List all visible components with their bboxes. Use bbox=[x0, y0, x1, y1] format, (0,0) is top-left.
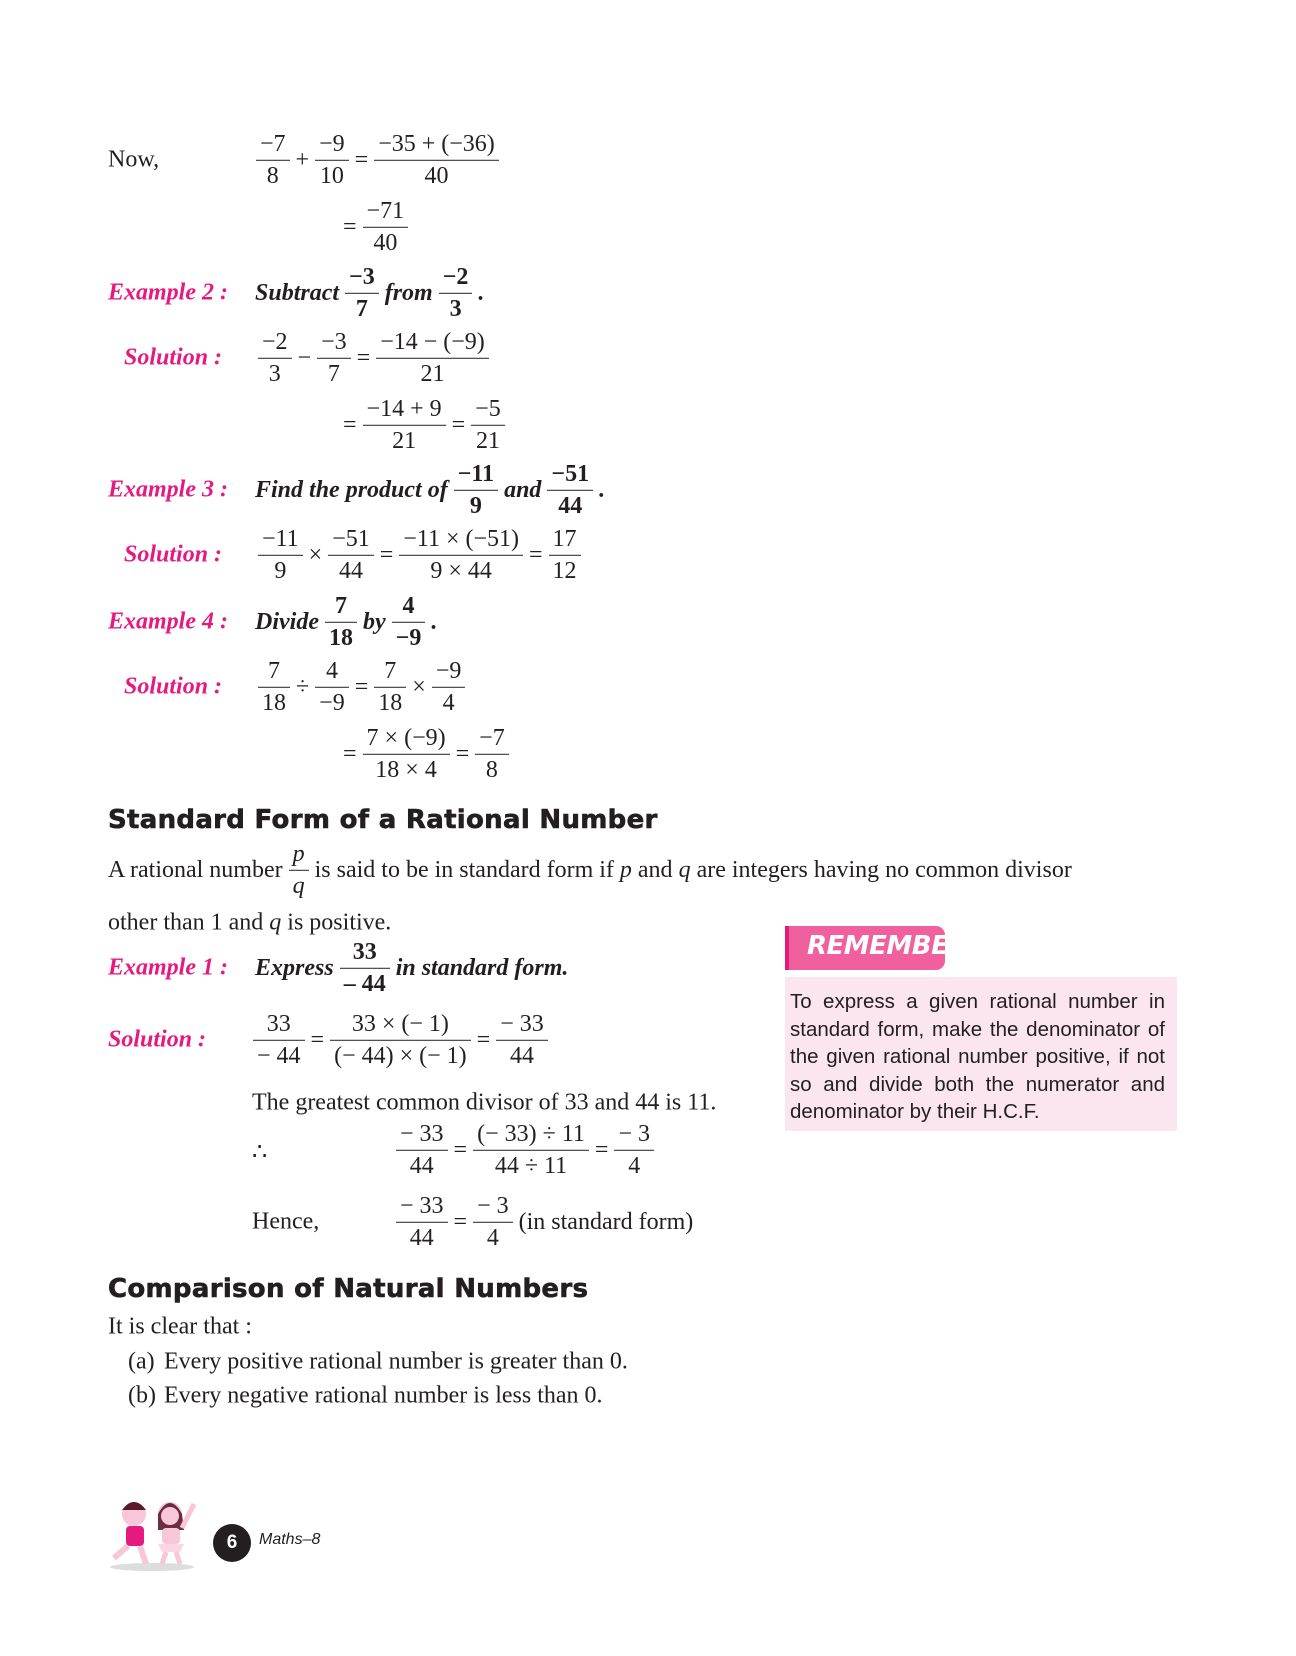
math-operator: = bbox=[343, 213, 357, 240]
equation-sol4-1 bbox=[255, 656, 468, 718]
fraction bbox=[454, 459, 498, 521]
therefore-symbol: ∴ bbox=[252, 1139, 268, 1166]
fraction-denominator: (− 44) × (− 1) bbox=[330, 1040, 471, 1072]
fraction bbox=[258, 656, 290, 718]
math-operator: = bbox=[354, 673, 369, 700]
fraction bbox=[330, 1009, 471, 1071]
fraction-numerator: −9 bbox=[319, 130, 345, 157]
fraction bbox=[328, 524, 374, 586]
text: Find the product of bbox=[255, 476, 448, 503]
remember-tag bbox=[785, 926, 968, 970]
solution-1-label: Solution : bbox=[108, 1026, 207, 1053]
period: . bbox=[599, 476, 606, 503]
fraction bbox=[549, 524, 581, 586]
fraction-denominator: 4 bbox=[614, 1150, 654, 1182]
example-2-label: Example 2 : bbox=[108, 279, 228, 306]
variable-q: q bbox=[269, 909, 282, 936]
fraction bbox=[363, 723, 450, 785]
fraction bbox=[258, 327, 292, 389]
fraction-denominator: 44 bbox=[396, 1222, 448, 1254]
math-operator: = bbox=[343, 740, 357, 767]
math-operator: = bbox=[310, 1026, 325, 1053]
fraction bbox=[363, 394, 446, 456]
fraction-numerator: −2 bbox=[442, 263, 469, 290]
fraction-denominator: 3 bbox=[258, 358, 292, 390]
math-operator: = bbox=[354, 146, 369, 173]
hence-label: Hence, bbox=[252, 1208, 320, 1235]
fraction-denominator: 18 bbox=[325, 622, 357, 654]
fraction bbox=[614, 1119, 654, 1181]
remember-box: To express a given rational number in standard form, make the denominator of the given rational number positive, if not so and divide both the numerator and denominator by their H.C.F. bbox=[785, 977, 1177, 1131]
fraction bbox=[258, 524, 303, 586]
fraction bbox=[253, 1009, 305, 1071]
math-operator: = bbox=[343, 411, 357, 438]
fraction bbox=[374, 656, 406, 718]
math-operator: − bbox=[297, 344, 312, 371]
book-title: Maths–8 bbox=[259, 1531, 321, 1548]
fraction-denominator: 44 bbox=[328, 555, 374, 587]
remember-tag-label: REMEMBER bbox=[807, 931, 968, 961]
fraction-denominator: 9 bbox=[258, 555, 303, 587]
fraction bbox=[547, 459, 593, 521]
equation-sol1 bbox=[250, 1009, 551, 1071]
fraction-numerator: −51 bbox=[332, 525, 370, 552]
section-heading-standard-form: Standard Form of a Rational Number bbox=[108, 805, 658, 835]
list-text: Every positive rational number is greater than 0. bbox=[164, 1348, 628, 1375]
equation-sol2-1 bbox=[255, 327, 492, 389]
text: from bbox=[384, 279, 433, 306]
equation-now-2 bbox=[340, 196, 411, 258]
fraction bbox=[396, 1119, 448, 1181]
variable-q: q bbox=[678, 856, 691, 883]
fraction bbox=[376, 327, 489, 389]
fraction-numerator: −7 bbox=[479, 724, 505, 751]
fraction-numerator: − 3 bbox=[618, 1120, 650, 1147]
fraction-numerator: p bbox=[292, 840, 305, 867]
fraction-denominator: 44 bbox=[547, 490, 593, 522]
math-operator: = bbox=[476, 1026, 491, 1053]
fraction-numerator: −51 bbox=[551, 460, 590, 487]
equation-sol3 bbox=[255, 524, 584, 586]
math-operator: ÷ bbox=[296, 673, 310, 700]
math-operator: × bbox=[308, 541, 323, 568]
page-number: 6 bbox=[213, 1524, 251, 1562]
fraction-denominator: 21 bbox=[363, 425, 446, 457]
fraction-denominator: – 44 bbox=[340, 968, 390, 1000]
standard-form-definition-cont bbox=[108, 910, 391, 937]
fraction-denominator: 12 bbox=[549, 555, 581, 587]
kids-illustration bbox=[104, 1490, 200, 1572]
fraction bbox=[473, 1119, 589, 1181]
list-text: Every negative rational number is less than 0. bbox=[164, 1382, 603, 1409]
fraction-numerator: 4 bbox=[325, 657, 338, 684]
example-4-label: Example 4 : bbox=[108, 608, 228, 635]
equation-hence bbox=[393, 1191, 696, 1253]
fraction-denominator: 9 × 44 bbox=[399, 555, 523, 587]
fraction-numerator: −3 bbox=[349, 263, 375, 290]
variable-p: p bbox=[619, 856, 632, 883]
math-operator: = bbox=[594, 1136, 609, 1163]
fraction-denominator: 40 bbox=[374, 160, 499, 192]
fraction-numerator: − 3 bbox=[477, 1192, 509, 1219]
fraction-denominator: 44 bbox=[396, 1150, 448, 1182]
solution-3-label: Solution : bbox=[124, 541, 223, 568]
fraction-numerator: −14 + 9 bbox=[366, 395, 442, 422]
fraction-numerator: 7 × (−9) bbox=[366, 724, 446, 751]
math-operator: = bbox=[529, 541, 543, 568]
solution-4-label: Solution : bbox=[124, 673, 223, 700]
text: in standard form. bbox=[395, 954, 569, 981]
fraction-numerator: −5 bbox=[475, 395, 501, 422]
text: (in standard form) bbox=[518, 1208, 694, 1235]
fraction bbox=[345, 262, 379, 324]
fraction-denominator: 7 bbox=[317, 358, 351, 390]
fraction-denominator: 7 bbox=[345, 293, 379, 325]
fraction-denominator: 3 bbox=[439, 293, 473, 325]
fraction-numerator: − 33 bbox=[400, 1192, 444, 1219]
fraction-denominator: 8 bbox=[256, 160, 290, 192]
example-1-prompt bbox=[252, 937, 571, 999]
fraction-denominator: 10 bbox=[315, 160, 349, 192]
text: Subtract bbox=[255, 279, 340, 306]
equation-sol4-2 bbox=[340, 723, 512, 785]
fraction-denominator: 21 bbox=[376, 358, 489, 390]
math-operator: = bbox=[356, 344, 371, 371]
fraction-denominator: −9 bbox=[315, 687, 349, 719]
solution-2-label: Solution : bbox=[124, 344, 223, 371]
fraction bbox=[392, 591, 426, 653]
fraction bbox=[471, 394, 505, 456]
fraction-denominator: 44 bbox=[496, 1040, 548, 1072]
fraction bbox=[496, 1009, 548, 1071]
standard-form-definition bbox=[108, 839, 1072, 901]
fraction bbox=[439, 262, 473, 324]
list-marker: (a) bbox=[128, 1348, 155, 1375]
example-3-prompt bbox=[252, 459, 608, 521]
fraction-numerator: 17 bbox=[552, 525, 577, 552]
math-operator: × bbox=[412, 673, 426, 700]
example-2-prompt bbox=[252, 262, 487, 324]
text: other than 1 and bbox=[108, 909, 264, 936]
fraction-denominator: 44 ÷ 11 bbox=[473, 1150, 589, 1182]
fraction-numerator: 7 bbox=[334, 592, 347, 619]
equation-now-1 bbox=[253, 129, 502, 191]
math-operator: = bbox=[451, 411, 466, 438]
text: is positive. bbox=[287, 909, 392, 936]
fraction-denominator: 18 × 4 bbox=[363, 754, 450, 786]
period: . bbox=[431, 608, 438, 635]
fraction-numerator: −11 × (−51) bbox=[403, 525, 519, 552]
fraction bbox=[317, 327, 351, 389]
example-4-prompt bbox=[252, 591, 440, 653]
now-label: Now, bbox=[108, 146, 160, 173]
equation-therefore bbox=[393, 1119, 657, 1181]
fraction bbox=[315, 129, 349, 191]
fraction-numerator: 7 bbox=[384, 657, 397, 684]
text: and bbox=[637, 856, 673, 883]
fraction-denominator: 4 bbox=[473, 1222, 513, 1254]
fraction-denominator: 18 bbox=[258, 687, 290, 719]
math-operator: = bbox=[379, 541, 394, 568]
section-heading-comparison: Comparison of Natural Numbers bbox=[108, 1274, 589, 1304]
math-operator: + bbox=[295, 146, 310, 173]
fraction-numerator: −11 bbox=[457, 460, 495, 487]
list-item bbox=[128, 1349, 628, 1376]
fraction bbox=[374, 129, 499, 191]
text: A rational number bbox=[108, 856, 283, 883]
fraction-denominator: 4 bbox=[432, 687, 466, 719]
fraction-numerator: − 33 bbox=[500, 1010, 544, 1037]
math-operator: = bbox=[453, 1136, 468, 1163]
fraction-numerator: − 33 bbox=[400, 1120, 444, 1147]
fraction-denominator: 9 bbox=[454, 490, 498, 522]
fraction-denominator: −9 bbox=[392, 622, 426, 654]
text: Express bbox=[255, 954, 334, 981]
period: . bbox=[478, 279, 485, 306]
fraction-p-over-q bbox=[289, 839, 309, 901]
example-1-label: Example 1 : bbox=[108, 954, 228, 981]
fraction-denominator: q bbox=[289, 870, 309, 902]
text: by bbox=[362, 608, 386, 635]
fraction bbox=[340, 937, 390, 999]
gcd-statement: The greatest common divisor of 33 and 44 is 11. bbox=[252, 1089, 717, 1116]
equation-sol2-2 bbox=[340, 394, 508, 456]
fraction-numerator: 33 × (− 1) bbox=[351, 1010, 449, 1037]
text: is said to be in standard form if bbox=[314, 856, 614, 883]
list-item bbox=[128, 1383, 603, 1410]
fraction-numerator: −7 bbox=[260, 130, 286, 157]
comparison-intro: It is clear that : bbox=[108, 1313, 252, 1340]
fraction-numerator: −71 bbox=[366, 197, 405, 224]
text: Divide bbox=[255, 608, 319, 635]
fraction-numerator: −3 bbox=[321, 328, 347, 355]
text: are integers having no common divisor bbox=[696, 856, 1072, 883]
fraction bbox=[363, 196, 409, 258]
fraction-numerator: −35 + (−36) bbox=[378, 130, 495, 157]
fraction bbox=[325, 591, 357, 653]
math-operator: = bbox=[453, 1208, 468, 1235]
text: and bbox=[504, 476, 542, 503]
fraction-numerator: 7 bbox=[268, 657, 280, 684]
fraction-numerator: −9 bbox=[435, 657, 462, 684]
fraction-denominator: 40 bbox=[363, 227, 409, 259]
fraction-denominator: 21 bbox=[471, 425, 505, 457]
fraction-numerator: −11 bbox=[262, 525, 299, 552]
fraction bbox=[399, 524, 523, 586]
fraction-numerator: −14 − (−9) bbox=[380, 328, 485, 355]
fraction bbox=[432, 656, 466, 718]
fraction-denominator: 8 bbox=[475, 754, 509, 786]
math-operator: = bbox=[455, 740, 470, 767]
fraction-numerator: 33 bbox=[266, 1010, 291, 1037]
fraction bbox=[473, 1191, 513, 1253]
fraction bbox=[475, 723, 509, 785]
list-marker: (b) bbox=[128, 1382, 156, 1409]
fraction bbox=[396, 1191, 448, 1253]
fraction-denominator: 18 bbox=[374, 687, 406, 719]
example-3-label: Example 3 : bbox=[108, 476, 228, 503]
fraction-numerator: 4 bbox=[402, 592, 415, 619]
fraction-numerator: −2 bbox=[262, 328, 288, 355]
fraction-numerator: (− 33) ÷ 11 bbox=[477, 1120, 585, 1147]
fraction-denominator: − 44 bbox=[253, 1040, 305, 1072]
fraction-numerator: 33 bbox=[352, 938, 377, 965]
fraction bbox=[315, 656, 349, 718]
fraction bbox=[256, 129, 290, 191]
